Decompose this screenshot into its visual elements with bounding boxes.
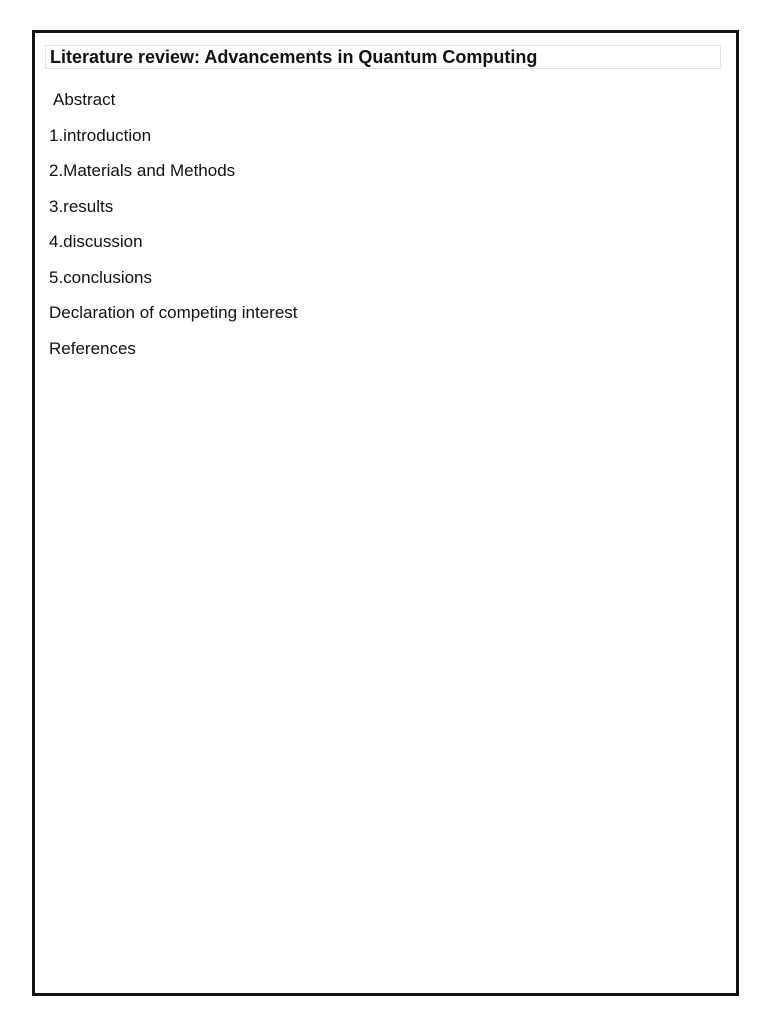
section-competing-interest: Declaration of competing interest bbox=[49, 303, 298, 322]
section-conclusions: 5.conclusions bbox=[49, 267, 153, 287]
section-abstract: Abstract bbox=[53, 90, 116, 109]
section-results: 3.results bbox=[49, 196, 114, 216]
section-introduction: 1.introduction bbox=[49, 125, 152, 145]
section-outline bbox=[49, 87, 298, 371]
document-page bbox=[32, 30, 739, 996]
title-field[interactable] bbox=[45, 45, 721, 69]
section-discussion: 4.discussion bbox=[49, 232, 143, 251]
section-references: References bbox=[49, 338, 136, 358]
document-title: Literature review: Advancements in Quantum Computing bbox=[50, 46, 538, 67]
section-materials-methods: 2.Materials and Methods bbox=[49, 161, 236, 180]
